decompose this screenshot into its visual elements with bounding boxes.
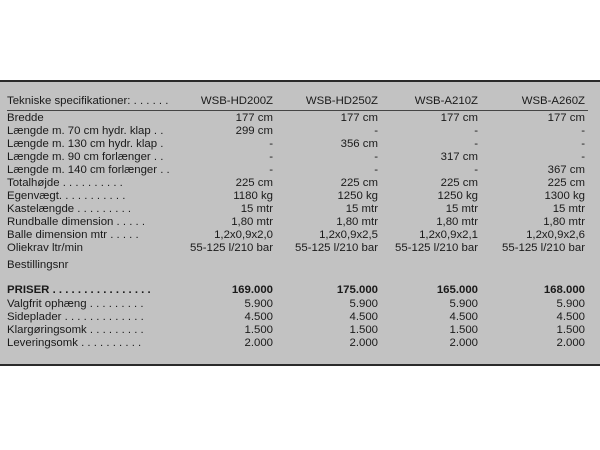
price-value: 1.500 xyxy=(349,324,378,336)
spec-label: Bredde xyxy=(7,112,44,124)
price-label: Leveringsomk . . . . . . . . . . xyxy=(7,337,142,349)
spec-value: - xyxy=(374,151,378,163)
price-row xyxy=(0,298,600,311)
price-value: 175.000 xyxy=(336,284,378,296)
price-value: 5.900 xyxy=(556,298,585,310)
spec-row xyxy=(0,164,600,177)
model-column-3: WSB-A210Z xyxy=(414,95,478,107)
spec-row xyxy=(0,229,600,242)
spec-value: - xyxy=(581,151,585,163)
spec-value: 15 mtr xyxy=(552,203,585,215)
spec-label: Totalhøjde . . . . . . . . . . xyxy=(7,177,123,189)
spec-value: 299 cm xyxy=(235,125,273,137)
spec-value: 15 mtr xyxy=(240,203,273,215)
spec-value: 1,2x0,9x2,6 xyxy=(526,229,585,241)
spec-value: 356 cm xyxy=(340,138,378,150)
price-value: 4.500 xyxy=(349,311,378,323)
spec-row xyxy=(0,177,600,190)
spec-value: 55-125 l/210 bar xyxy=(190,242,273,254)
spec-label: Længde m. 70 cm hydr. klap . . xyxy=(7,125,164,137)
price-label: Valgfrit ophæng . . . . . . . . . xyxy=(7,298,144,310)
spec-value: 1,2x0,9x2,1 xyxy=(419,229,478,241)
price-value: 4.500 xyxy=(449,311,478,323)
spec-row xyxy=(0,125,600,138)
spec-row xyxy=(0,203,600,216)
price-value: 2.000 xyxy=(449,337,478,349)
spec-value: 55-125 l/210 bar xyxy=(502,242,585,254)
spec-value: 1180 kg xyxy=(233,190,273,202)
spec-value: - xyxy=(581,125,585,137)
spec-row xyxy=(0,190,600,203)
spec-value: 55-125 l/210 bar xyxy=(295,242,378,254)
spec-value: - xyxy=(269,138,273,150)
spec-value: - xyxy=(474,125,478,137)
spec-label: Oliekrav ltr/min xyxy=(7,242,83,254)
price-value: 2.000 xyxy=(244,337,273,349)
price-label: Sideplader . . . . . . . . . . . . . xyxy=(7,311,144,323)
price-row xyxy=(0,324,600,337)
price-value: 169.000 xyxy=(231,284,273,296)
spec-value: - xyxy=(474,164,478,176)
spec-value: 177 cm xyxy=(547,112,585,124)
spec-value: 1,2x0,9x2,0 xyxy=(214,229,273,241)
spec-value: - xyxy=(269,151,273,163)
prices-label: PRISER . . . . . . . . . . . . . . . . xyxy=(7,284,151,296)
price-row xyxy=(0,311,600,324)
spec-value: 1,2x0,9x2,5 xyxy=(319,229,378,241)
price-value: 5.900 xyxy=(449,298,478,310)
spec-label: Egenvægt. . . . . . . . . . . xyxy=(7,190,126,202)
spec-value: 225 cm xyxy=(440,177,478,189)
price-value: 2.000 xyxy=(556,337,585,349)
spec-value: - xyxy=(374,125,378,137)
price-row xyxy=(0,337,600,350)
spec-value: 1,80 mtr xyxy=(336,216,378,228)
spec-value: 177 cm xyxy=(235,112,273,124)
spec-value: 225 cm xyxy=(235,177,273,189)
table-header-row xyxy=(0,95,600,108)
price-value: 1.500 xyxy=(556,324,585,336)
price-value: 4.500 xyxy=(556,311,585,323)
spec-row xyxy=(0,242,600,255)
spec-value: 55-125 l/210 bar xyxy=(395,242,478,254)
spec-row xyxy=(0,216,600,229)
spec-value: - xyxy=(374,164,378,176)
price-value: 165.000 xyxy=(436,284,478,296)
spec-value: 15 mtr xyxy=(445,203,478,215)
model-column-4: WSB-A260Z xyxy=(521,95,585,107)
spec-value: 1,80 mtr xyxy=(436,216,478,228)
spec-value: 1,80 mtr xyxy=(231,216,273,228)
spec-value: - xyxy=(474,138,478,150)
spec-label: Kastelængde . . . . . . . . . xyxy=(7,203,132,215)
model-column-2: WSB-HD250Z xyxy=(305,95,378,107)
spec-value: 177 cm xyxy=(440,112,478,124)
spec-row xyxy=(0,138,600,151)
spec-row xyxy=(0,112,600,125)
spec-label: Længde m. 140 cm forlænger . . xyxy=(7,164,170,176)
spec-value: 177 cm xyxy=(340,112,378,124)
spec-row xyxy=(0,151,600,164)
price-value: 5.900 xyxy=(349,298,378,310)
spec-label: Længde m. 90 cm forlænger . . xyxy=(7,151,164,163)
spec-label: Balle dimension mtr . . . . . xyxy=(7,229,139,241)
spec-label: Rundballe dimension . . . . . xyxy=(7,216,146,228)
spec-value: 367 cm xyxy=(547,164,585,176)
model-column-1: WSB-HD200Z xyxy=(200,95,273,107)
price-value: 1.500 xyxy=(244,324,273,336)
spec-row xyxy=(0,259,600,272)
spec-value: 225 cm xyxy=(547,177,585,189)
header-divider xyxy=(7,110,588,111)
spec-value: - xyxy=(581,138,585,150)
spec-value: 317 cm xyxy=(440,151,478,163)
spec-value: 15 mtr xyxy=(345,203,378,215)
spec-label: Bestillingsnr xyxy=(7,259,69,271)
price-value: 1.500 xyxy=(449,324,478,336)
prices-row xyxy=(0,284,600,297)
spec-value: - xyxy=(269,164,273,176)
spec-value: 1250 kg xyxy=(337,190,378,202)
price-value: 2.000 xyxy=(349,337,378,349)
price-value: 168.000 xyxy=(543,284,585,296)
spec-value: 225 cm xyxy=(340,177,378,189)
header-label: Tekniske specifikationer: . . . . . . xyxy=(7,95,169,107)
spec-value: 1250 kg xyxy=(437,190,478,202)
price-value: 5.900 xyxy=(244,298,273,310)
price-value: 4.500 xyxy=(244,311,273,323)
spec-label: Længde m. 130 cm hydr. klap . xyxy=(7,138,164,150)
spec-value: 1300 kg xyxy=(544,190,585,202)
price-label: Klargøringsomk . . . . . . . . . xyxy=(7,324,144,336)
spec-value: 1,80 mtr xyxy=(543,216,585,228)
